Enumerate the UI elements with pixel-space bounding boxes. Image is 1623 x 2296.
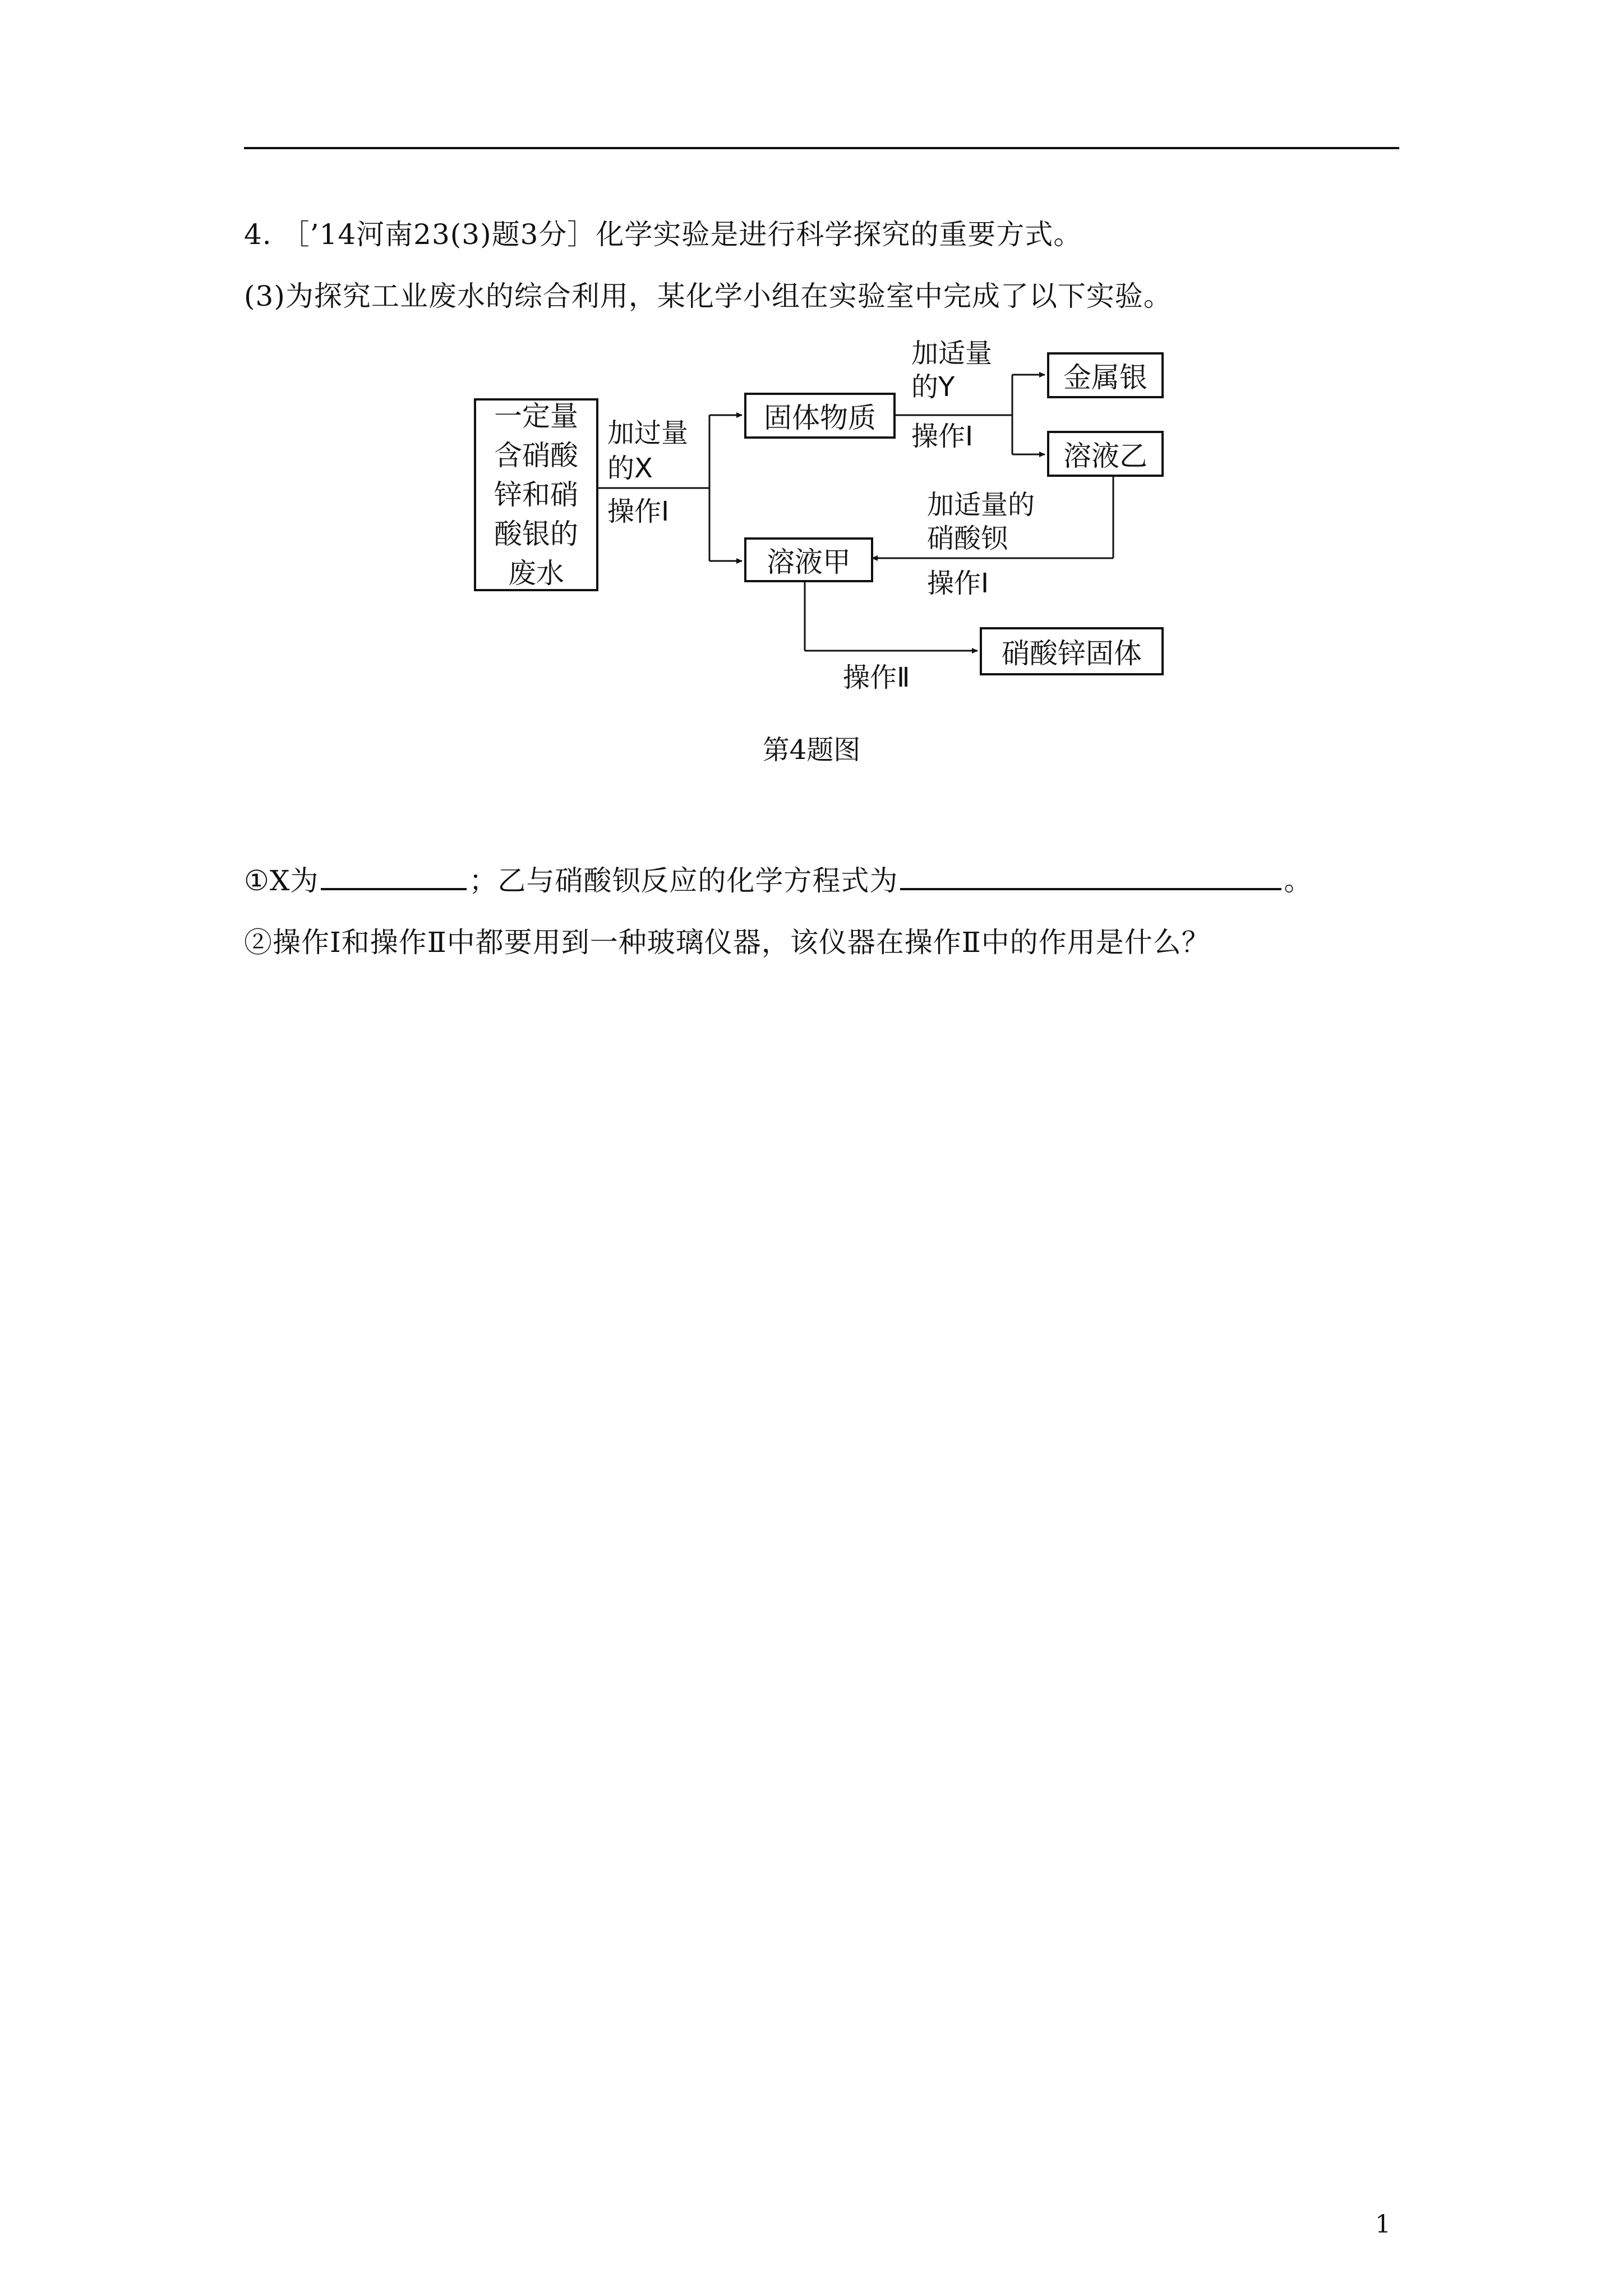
source-wastewater-box [474,398,598,591]
question-source: ［’14河南23(3)题3分］ [281,218,596,251]
figure-caption: 第4题图 [762,734,861,766]
subquestion-1 [244,858,1312,899]
label-operation-1: 操作Ⅰ [607,496,670,527]
zinc-nitrate-solid-box: 硝酸锌固体 [980,627,1164,675]
source-line: 废水 [508,557,564,590]
solution-yi-box: 溶液乙 [1047,431,1164,477]
source-line: 含硝酸 [494,439,578,472]
label-add-x-2: 的X [607,453,653,484]
label-add-barium-2: 硝酸钡 [927,523,1008,554]
source-line: 一定量 [494,400,578,432]
header-rule [244,147,1399,149]
question-number: 4. [244,218,272,251]
subquestion-1-suffix: 。 [1284,864,1313,897]
subquestion-1-prefix: ①X为 [244,864,319,897]
label-add-y-1: 加适量 [911,338,993,369]
solid-substance-box: 固体物质 [744,393,896,439]
answer-blank-equation[interactable] [900,862,1281,890]
question-heading [244,212,1082,252]
answer-blank-x[interactable] [321,862,467,890]
solution-jia-box: 溶液甲 [744,537,873,582]
silver-metal-box: 金属银 [1047,352,1164,398]
question-intro: (3)为探究工业废水的综合利用，某化学小组在实验室中完成了以下实验。 [244,280,1172,312]
label-operation-1: 操作Ⅰ [927,568,989,599]
label-add-y-2: 的Y [911,371,955,403]
page-number: 1 [1375,2210,1391,2239]
question-stem: 化学实验是进行科学探究的重要方式。 [596,218,1082,251]
label-add-barium-1: 加适量的 [927,489,1035,521]
flowchart [468,337,1169,707]
subquestion-2: ②操作Ⅰ和操作Ⅱ中都要用到一种玻璃仪器，该仪器在操作Ⅱ中的作用是什么？ [244,926,1210,959]
label-add-x-1: 加过量 [607,417,689,449]
label-operation-1: 操作Ⅰ [911,421,974,452]
label-operation-2: 操作Ⅱ [843,662,910,693]
source-line: 锌和硝 [494,478,578,511]
subquestion-1-middle: ；乙与硝酸钡反应的化学方程式为 [469,864,898,897]
source-line: 酸银的 [494,518,578,550]
